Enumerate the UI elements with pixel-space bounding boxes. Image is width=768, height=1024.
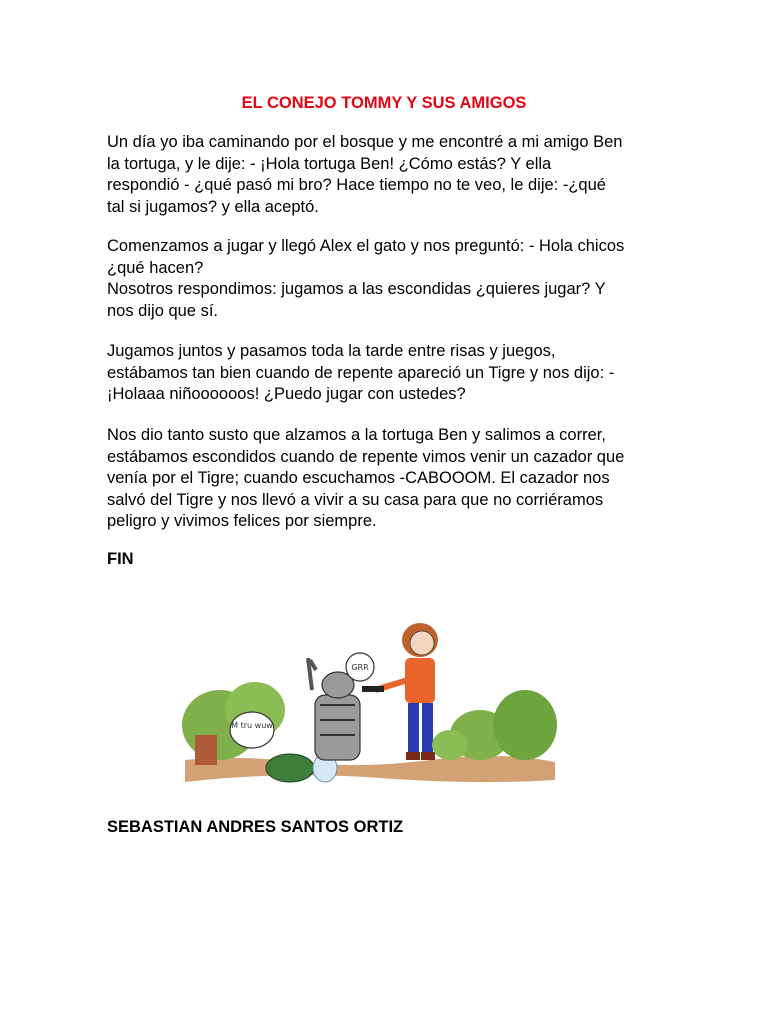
hunter-leg bbox=[422, 703, 433, 755]
hunter-gun bbox=[362, 686, 384, 692]
paragraph-2 bbox=[107, 236, 660, 322]
turtle-speech-text: M tru wuw bbox=[231, 721, 273, 730]
right-bush bbox=[493, 690, 557, 760]
paragraph-line: Nosotros respondimos: jugamos a las escondidas ¿quieres jugar? Y bbox=[107, 280, 606, 298]
hunter-face bbox=[410, 631, 434, 655]
fin-label: FIN bbox=[107, 550, 134, 568]
paragraph-line: Un día yo iba caminando por el bosque y me encontré a mi amigo Ben bbox=[107, 133, 623, 151]
story-title: EL CONEJO TOMMY Y SUS AMIGOS bbox=[241, 94, 527, 112]
paragraph-3 bbox=[107, 341, 660, 406]
paragraph-line: nos dijo que sí. bbox=[107, 301, 218, 320]
paragraph-4 bbox=[107, 425, 660, 533]
paragraph-line: estábamos escondidos cuando de repente vimos venir un cazador que bbox=[107, 447, 625, 466]
tree-trunk bbox=[195, 735, 217, 765]
paragraph-line: salvó del Tigre y nos llevó a vivir a su casa para que no corriéramos bbox=[107, 490, 604, 509]
turtle-ben bbox=[266, 754, 314, 782]
hunter-leg bbox=[408, 703, 419, 755]
paragraph-line: estábamos tan bien cuando de repente apareció un Tigre y nos dijo: - bbox=[107, 363, 615, 382]
hunter-boot bbox=[406, 752, 420, 760]
paragraph-line: la tortuga, y le dije: - ¡Hola tortuga Ben! ¿Cómo estás? Y ella bbox=[107, 154, 552, 173]
author-name: SEBASTIAN ANDRES SANTOS ORTIZ bbox=[107, 818, 404, 836]
story-illustration bbox=[180, 610, 560, 800]
paragraph-line: ¡Holaaa niñoooooos! ¿Puedo jugar con ustedes? bbox=[107, 385, 466, 403]
paragraph-1 bbox=[107, 132, 660, 218]
paragraph-line: Comenzamos a jugar y llegó Alex el gato y nos preguntó: - Hola chicos bbox=[107, 237, 625, 255]
tiger-arm bbox=[308, 658, 316, 690]
ground-strip bbox=[185, 756, 555, 782]
turtle-speech-bubble bbox=[230, 712, 274, 748]
paragraph-line: Nos dio tanto susto que alzamos a la tortuga Ben y salimos a correr, bbox=[107, 426, 606, 444]
paragraph-line: ¿qué hacen? bbox=[107, 258, 204, 277]
paragraph-line: tal si jugamos? y ella aceptó. bbox=[107, 197, 319, 216]
right-bush bbox=[432, 730, 468, 760]
paragraph-line: peligro y vivimos felices por siempre. bbox=[107, 512, 377, 530]
tiger-speech-text: GRR bbox=[351, 663, 369, 672]
paragraph-line: respondió - ¿qué pasó mi bro? Hace tiempo no te veo, le dije: -¿qué bbox=[107, 176, 606, 194]
hunter-boot bbox=[421, 752, 435, 760]
paragraph-line: venía por el Tigre; cuando escuchamos -CABOOOM. El cazador nos bbox=[107, 469, 610, 487]
paragraph-line: Jugamos juntos y pasamos toda la tarde entre risas y juegos, bbox=[107, 342, 556, 360]
hunter-shirt bbox=[405, 658, 435, 703]
